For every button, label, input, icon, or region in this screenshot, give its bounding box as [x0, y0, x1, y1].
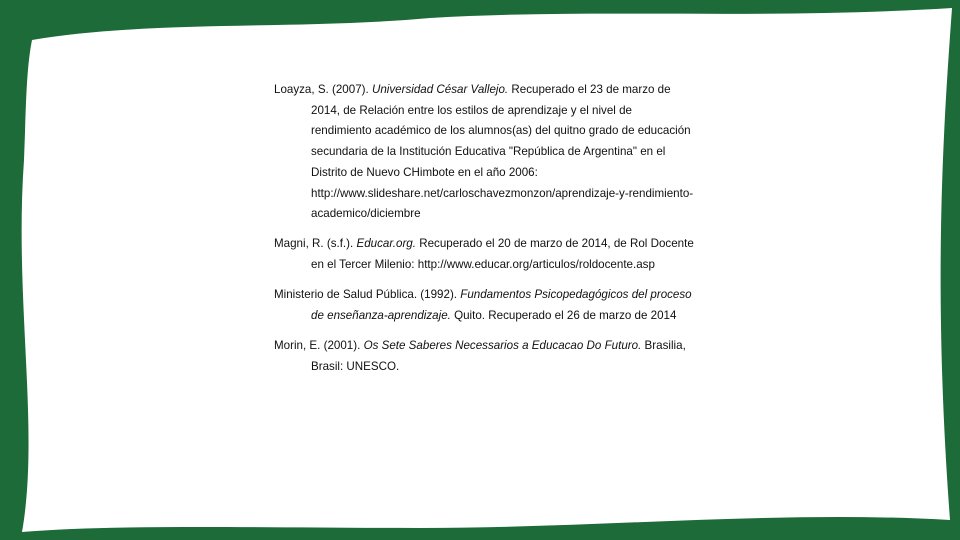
reference-author-year: Loayza, S. (2007).: [274, 83, 372, 96]
reference-details: Recuperado el 23 de marzo de 2014, de Relación entre los estilos de aprendizaje y el nivel de rendimiento académico de los alumnos(as) del quitno grado de educación secundaria de la Institución Educativa "República de Argentina" en el Distrito de Nuevo CHimbote en el año 2006: http://www.slideshare.net/carloschavezmonzon/aprendizaje-y-rendimiento-academico/diciembre: [311, 83, 694, 221]
reference-entry: [274, 80, 694, 225]
reference-entry: [274, 336, 694, 377]
reference-author-year: Morin, E. (2001).: [274, 339, 364, 353]
reference-title: Fundamentos Psicopedagógicos del proceso de enseñanza-aprendizaje.: [311, 288, 692, 323]
reference-details: Quito. Recuperado el 26 de marzo de 2014: [450, 309, 677, 323]
reference-entry: [274, 285, 694, 326]
reference-author-year: Magni, R. (s.f.).: [274, 237, 357, 251]
reference-title: Universidad César Vallejo.: [371, 83, 509, 96]
references-list: [274, 80, 694, 387]
reference-details: Brasilia, Brasil: UNESCO.: [311, 339, 686, 373]
reference-title: Os Sete Saberes Necessarios a Educacao Do Futuro.: [363, 339, 642, 353]
reference-entry: [274, 234, 694, 275]
reference-title: Educar.org.: [356, 237, 416, 251]
reference-author-year: Ministerio de Salud Pública. (1992).: [274, 288, 461, 302]
reference-details: Recuperado el 20 de marzo de 2014, de Rol Docente en el Tercer Milenio: http://www.educar.org/articulos/roldocente.asp: [311, 237, 694, 272]
